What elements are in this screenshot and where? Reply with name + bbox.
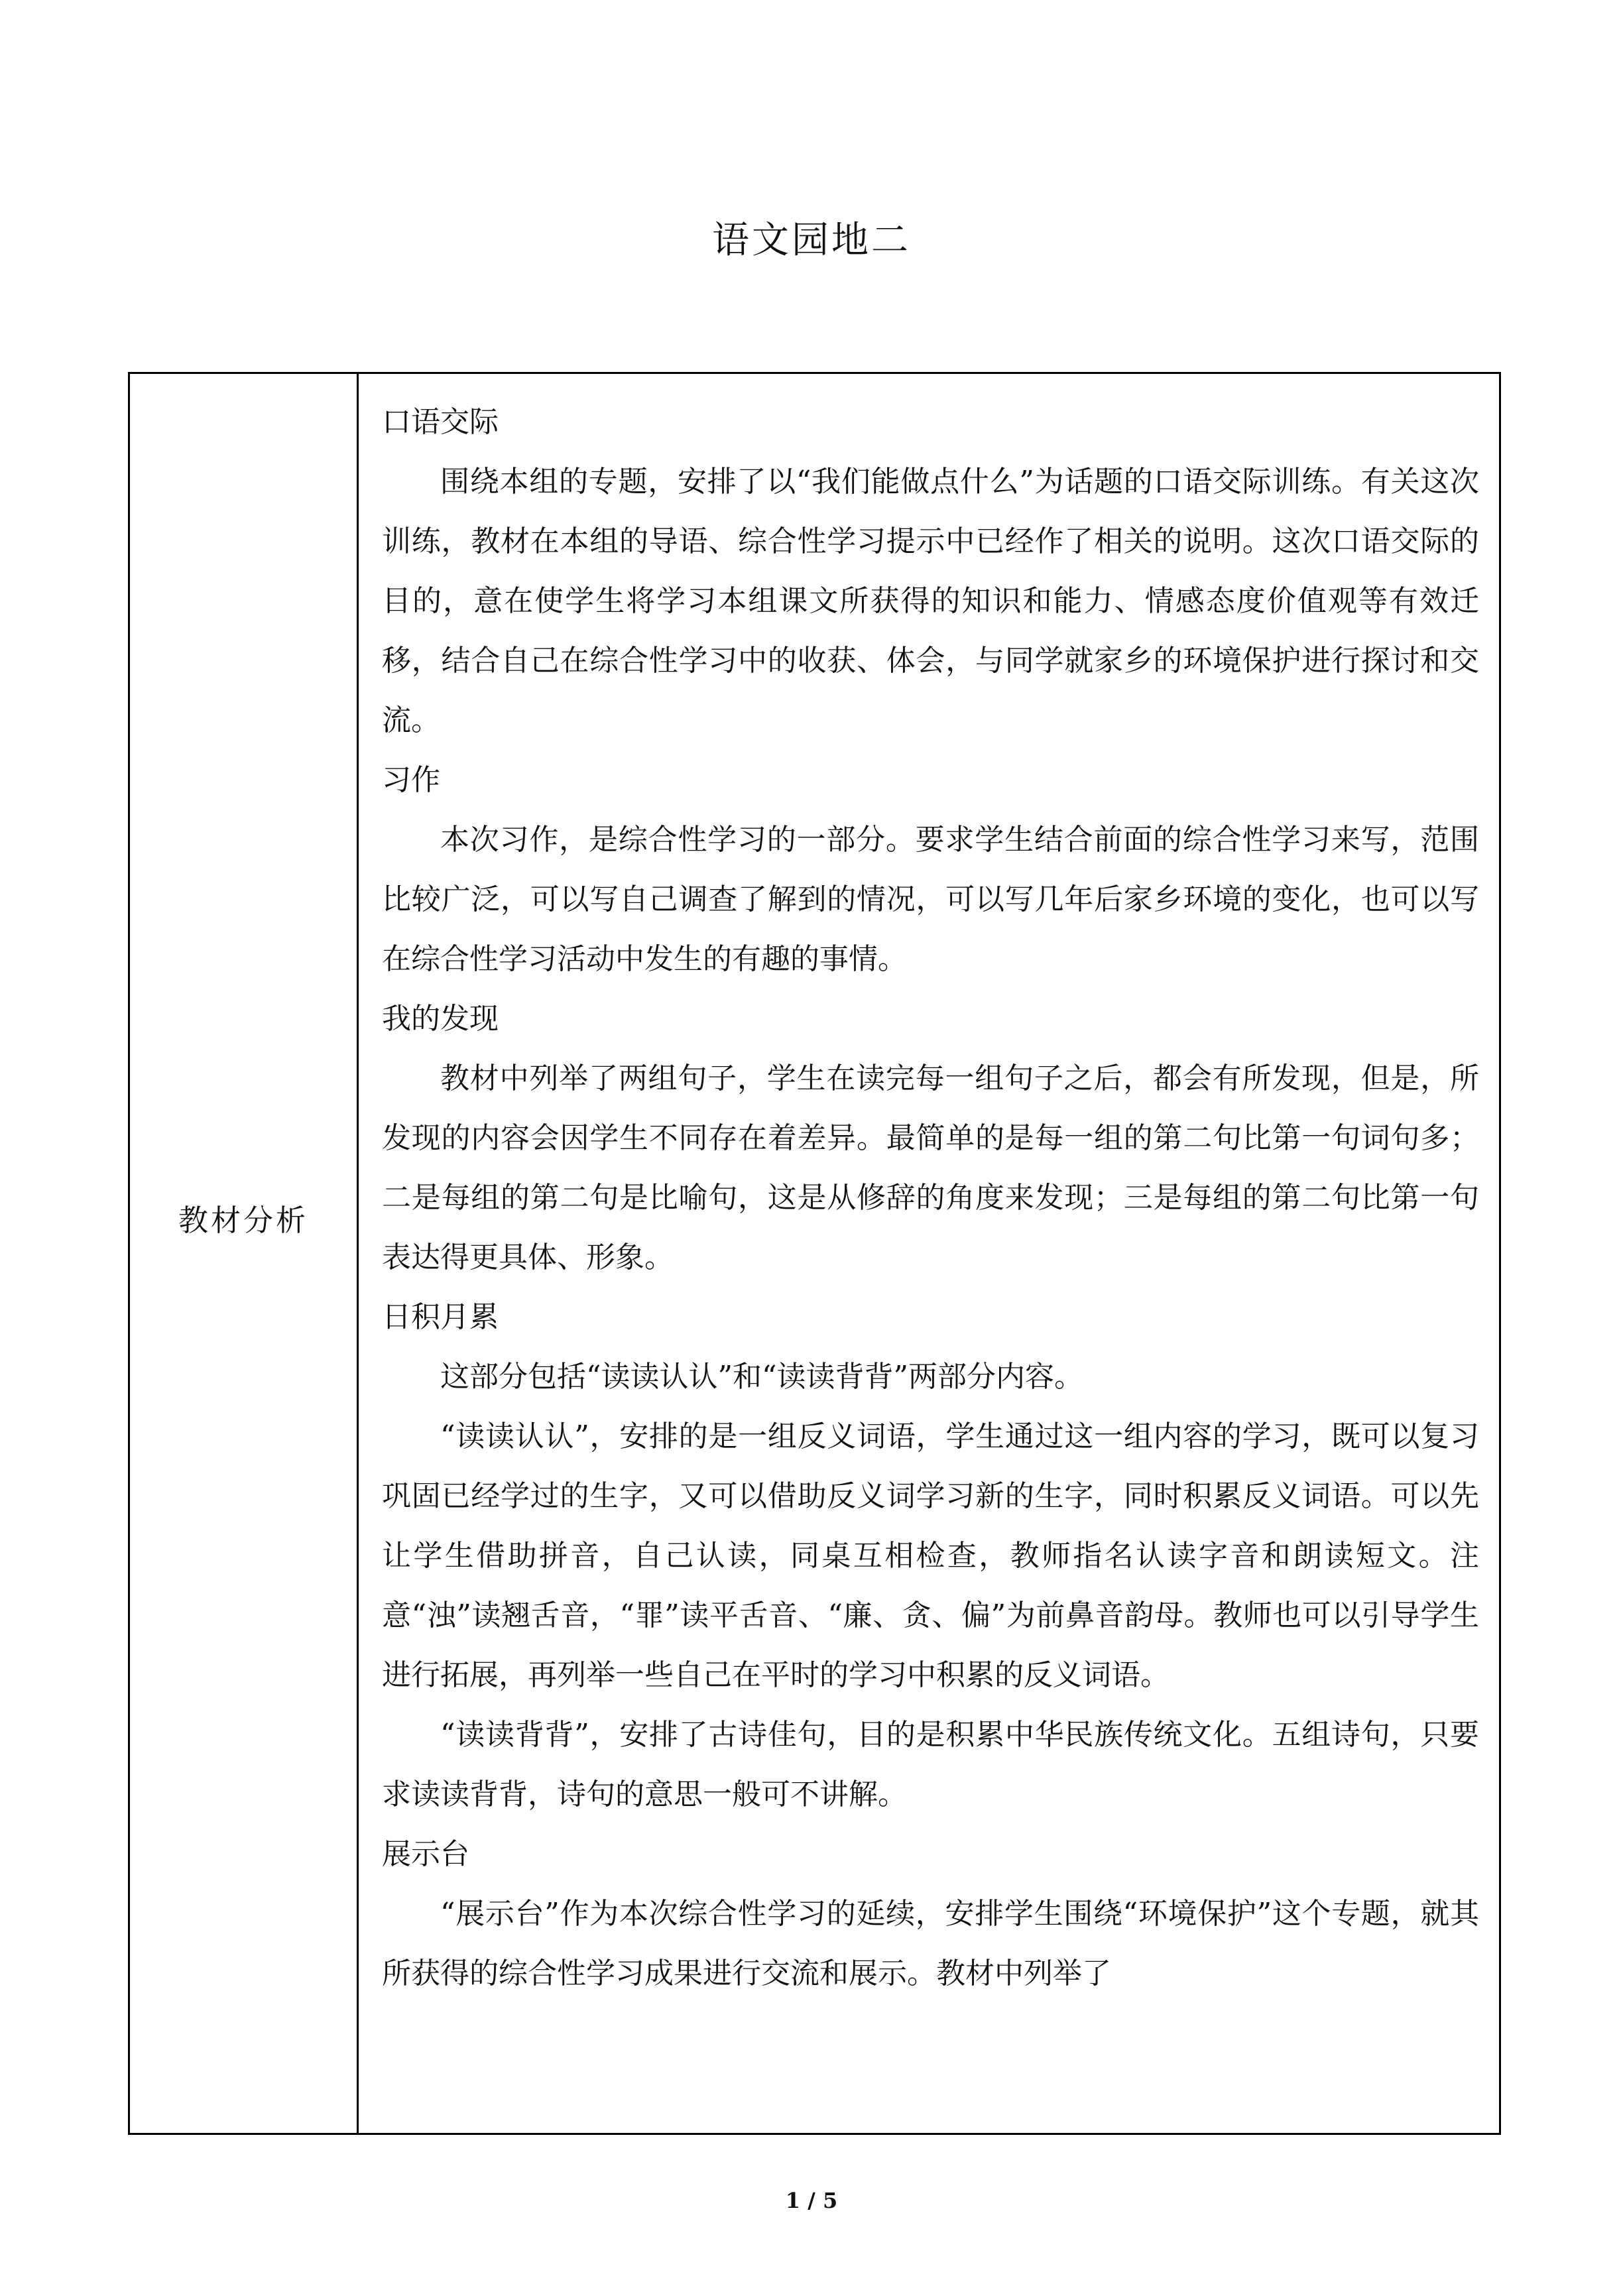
section-heading-oral: 口语交际 <box>382 405 499 439</box>
category-cell <box>130 374 359 2133</box>
category-label: 教材分析 <box>178 1203 308 1238</box>
section-heading-showcase: 展示台 <box>382 1837 469 1871</box>
section-paragraph: 围绕本组的专题，安排了以“我们能做点什么”为话题的口语交际训练。有关这次训练，教材在本组的导语、综合性学习提示中已经作了相关的说明。这次口语交际的目的，意在使学生将学习本组课文所获得的知识和能力、情感态度价值观等有效迁移，结合自己在综合性学习中的收获、体会，与同学就家乡的环境保护进行探讨和交流。 <box>382 465 1479 737</box>
section-paragraph: “读读背背”，安排了古诗佳句，目的是积累中华民族传统文化。五组诗句，只要求读读背背，诗句的意思一般可不讲解。 <box>382 1718 1479 1811</box>
section-paragraph: 本次习作，是综合性学习的一部分。要求学生结合前面的综合性学习来写，范围比较广泛，可以写自己调查了解到的情况，可以写几年后家乡环境的变化，也可以写在综合性学习活动中发生的有趣的事情。 <box>382 823 1479 976</box>
page-title: 语文园地二 <box>712 219 911 262</box>
section-heading-writing: 习作 <box>382 763 440 797</box>
section-heading-accumulation: 日积月累 <box>382 1300 499 1334</box>
section-paragraph: 这部分包括“读读认认”和“读读背背”两部分内容。 <box>440 1360 1083 1394</box>
section-paragraph: “展示台”作为本次综合性学习的延续，安排学生围绕“环境保护”这个专题，就其所获得的综合性学习成果进行交流和展示。教材中列举了 <box>382 1897 1479 1990</box>
section-heading-discovery: 我的发现 <box>382 1002 499 1036</box>
section-paragraph: “读读认认”，安排的是一组反义词语，学生通过这一组内容的学习，既可以复习巩固已经学过的生字，又可以借助反义词学习新的生字，同时积累反义词语。可以先让学生借助拼音，自己认读，同桌互相检查，教师指名认读字音和朗读短文。注意“浊”读翘舌音，“罪”读平舌音、“廉、贪、偏”为前鼻音韵母。教师也可以引导学生进行拓展，再列举一些自己在平时的学习中积累的反义词语。 <box>382 1420 1479 1692</box>
content-cell <box>359 374 1499 2133</box>
page-number: 1 / 5 <box>785 2188 838 2213</box>
section-paragraph: 教材中列举了两组句子，学生在读完每一组句子之后，都会有所发现，但是，所发现的内容会因学生不同存在着差异。最简单的是每一组的第二句比第一句词句多；二是每组的第二句是比喻句，这是从修辞的角度来发现；三是每组的第二句比第一句表达得更具体、形象。 <box>382 1061 1479 1274</box>
content-table <box>128 372 1501 2135</box>
